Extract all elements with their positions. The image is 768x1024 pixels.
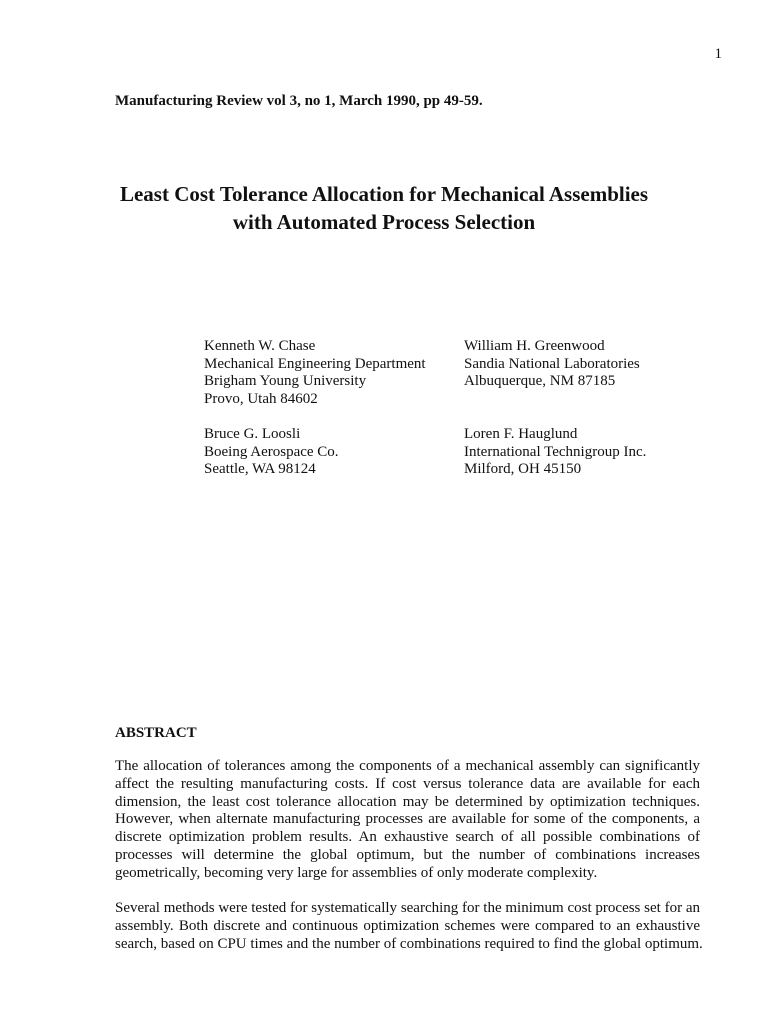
text-line: discrete optimization problem results. An exhaustive search of all possible combinations of [115, 829, 700, 846]
text-line: The allocation of tolerances among the components of a mechanical assembly can significantly [115, 758, 700, 774]
title-line-1: Least Cost Tolerance Allocation for Mechanical Assemblies [119, 182, 649, 206]
author-address: Provo, Utah 84602 [204, 390, 318, 407]
author-address: Albuquerque, NM 87185 [464, 373, 616, 390]
author-address: Milford, OH 45150 [464, 461, 582, 478]
text-line: search, based on CPU times and the number of combinations required to find the global optimum. [115, 935, 703, 952]
abstract-paragraph-2 [115, 900, 703, 953]
author-hauglund [464, 426, 724, 479]
abstract-body [115, 758, 703, 972]
author-chase [204, 338, 464, 408]
author-affiliation: Brigham Young University [204, 373, 367, 390]
title-line-2: with Automated Process Selection [232, 210, 536, 234]
paper-title [0, 180, 768, 236]
author-name: Loren F. Hauglund [464, 425, 578, 442]
author-affiliation: Mechanical Engineering Department [204, 355, 426, 372]
page-number: 1 [714, 46, 722, 62]
author-greenwood [464, 338, 724, 408]
author-loosli [204, 426, 464, 479]
author-affiliation: Sandia National Laboratories [464, 355, 640, 372]
journal-citation: Manufacturing Review vol 3, no 1, March 1990, pp 49-59. [115, 93, 483, 109]
author-name: William H. Greenwood [464, 338, 605, 354]
author-row-2 [204, 426, 724, 479]
author-name: Kenneth W. Chase [204, 338, 316, 354]
author-name: Bruce G. Loosli [204, 425, 301, 442]
text-line: However, when alternate manufacturing processes are available for some of the components, a [115, 811, 700, 828]
author-block [204, 338, 724, 496]
author-row-1 [204, 338, 724, 408]
text-line: dimension, the least cost tolerance allocation may be determined by optimization techniques. [115, 793, 700, 810]
text-line: Several methods were tested for systematically searching for the minimum cost process set for an [115, 900, 700, 917]
text-line: affect the resulting manufacturing costs. If cost versus tolerance data are available for each [115, 775, 700, 792]
abstract-heading: ABSTRACT [115, 725, 197, 741]
text-line: processes will determine the global optimum, but the number of combinations increases [115, 846, 700, 863]
text-line: geometrically, becoming very large for assemblies of only moderate complexity. [115, 864, 598, 881]
author-affiliation: Boeing Aerospace Co. [204, 443, 339, 460]
author-affiliation: International Technigroup Inc. [464, 443, 647, 460]
text-line: assembly. Both discrete and continuous optimization schemes were compared to an exhaustive [115, 918, 700, 935]
abstract-paragraph-1 [115, 758, 700, 883]
author-address: Seattle, WA 98124 [204, 461, 316, 478]
